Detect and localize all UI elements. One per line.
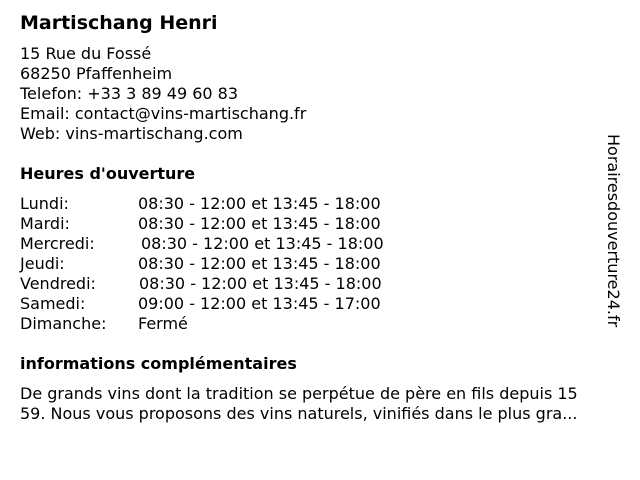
hours-row-wednesday — [20, 234, 440, 254]
email-text: Email: contact@vins-martischang.fr — [20, 104, 307, 123]
opening-hours-heading: Heures d'ouverture — [20, 164, 196, 183]
phone-text: Telefon: +33 3 89 49 60 83 — [20, 84, 239, 103]
hours-value: 08:30 - 12:00 et 13:45 - 18:00 — [138, 214, 381, 233]
additional-info-text — [20, 384, 632, 424]
hours-value: 09:00 - 12:00 et 13:45 - 17:00 — [138, 294, 381, 313]
opening-hours-list — [20, 194, 440, 334]
hours-value: Fermé — [138, 314, 188, 333]
watermark-text: Horairesdouverture24.fr — [604, 134, 623, 328]
contact-info — [20, 44, 306, 144]
day-label: Mercredi: — [20, 234, 95, 253]
address-line-2: 68250 Pfaffenheim — [20, 64, 173, 83]
web-text: Web: vins-martischang.com — [20, 124, 243, 143]
hours-value: 08:30 - 12:00 et 13:45 - 18:00 — [141, 234, 384, 253]
description-line-1: De grands vins dont la tradition se perpétue de père en fils depuis 15 — [20, 384, 578, 403]
hours-row-friday — [20, 274, 440, 294]
hours-row-sunday — [20, 314, 440, 334]
day-label: Samedi: — [20, 294, 86, 313]
site-watermark — [604, 134, 635, 344]
hours-row-saturday — [20, 294, 440, 314]
hours-row-tuesday — [20, 214, 440, 234]
day-label: Lundi: — [20, 194, 69, 213]
day-label: Jeudi: — [20, 254, 65, 273]
day-label: Vendredi: — [20, 274, 96, 293]
additional-info-heading: informations complémentaires — [20, 354, 297, 373]
day-label: Mardi: — [20, 214, 70, 233]
address-line-1: 15 Rue du Fossé — [20, 44, 152, 63]
hours-value: 08:30 - 12:00 et 13:45 - 18:00 — [138, 254, 381, 273]
hours-value: 08:30 - 12:00 et 13:45 - 18:00 — [138, 194, 381, 213]
description-line-2: 59. Nous vous proposons des vins naturels, vinifiés dans le plus gra... — [20, 404, 578, 423]
hours-row-monday — [20, 194, 440, 214]
hours-row-thursday — [20, 254, 440, 274]
day-label: Dimanche: — [20, 314, 107, 333]
hours-value: 08:30 - 12:00 et 13:45 - 18:00 — [139, 274, 382, 293]
business-name: Martischang Henri — [20, 12, 218, 34]
